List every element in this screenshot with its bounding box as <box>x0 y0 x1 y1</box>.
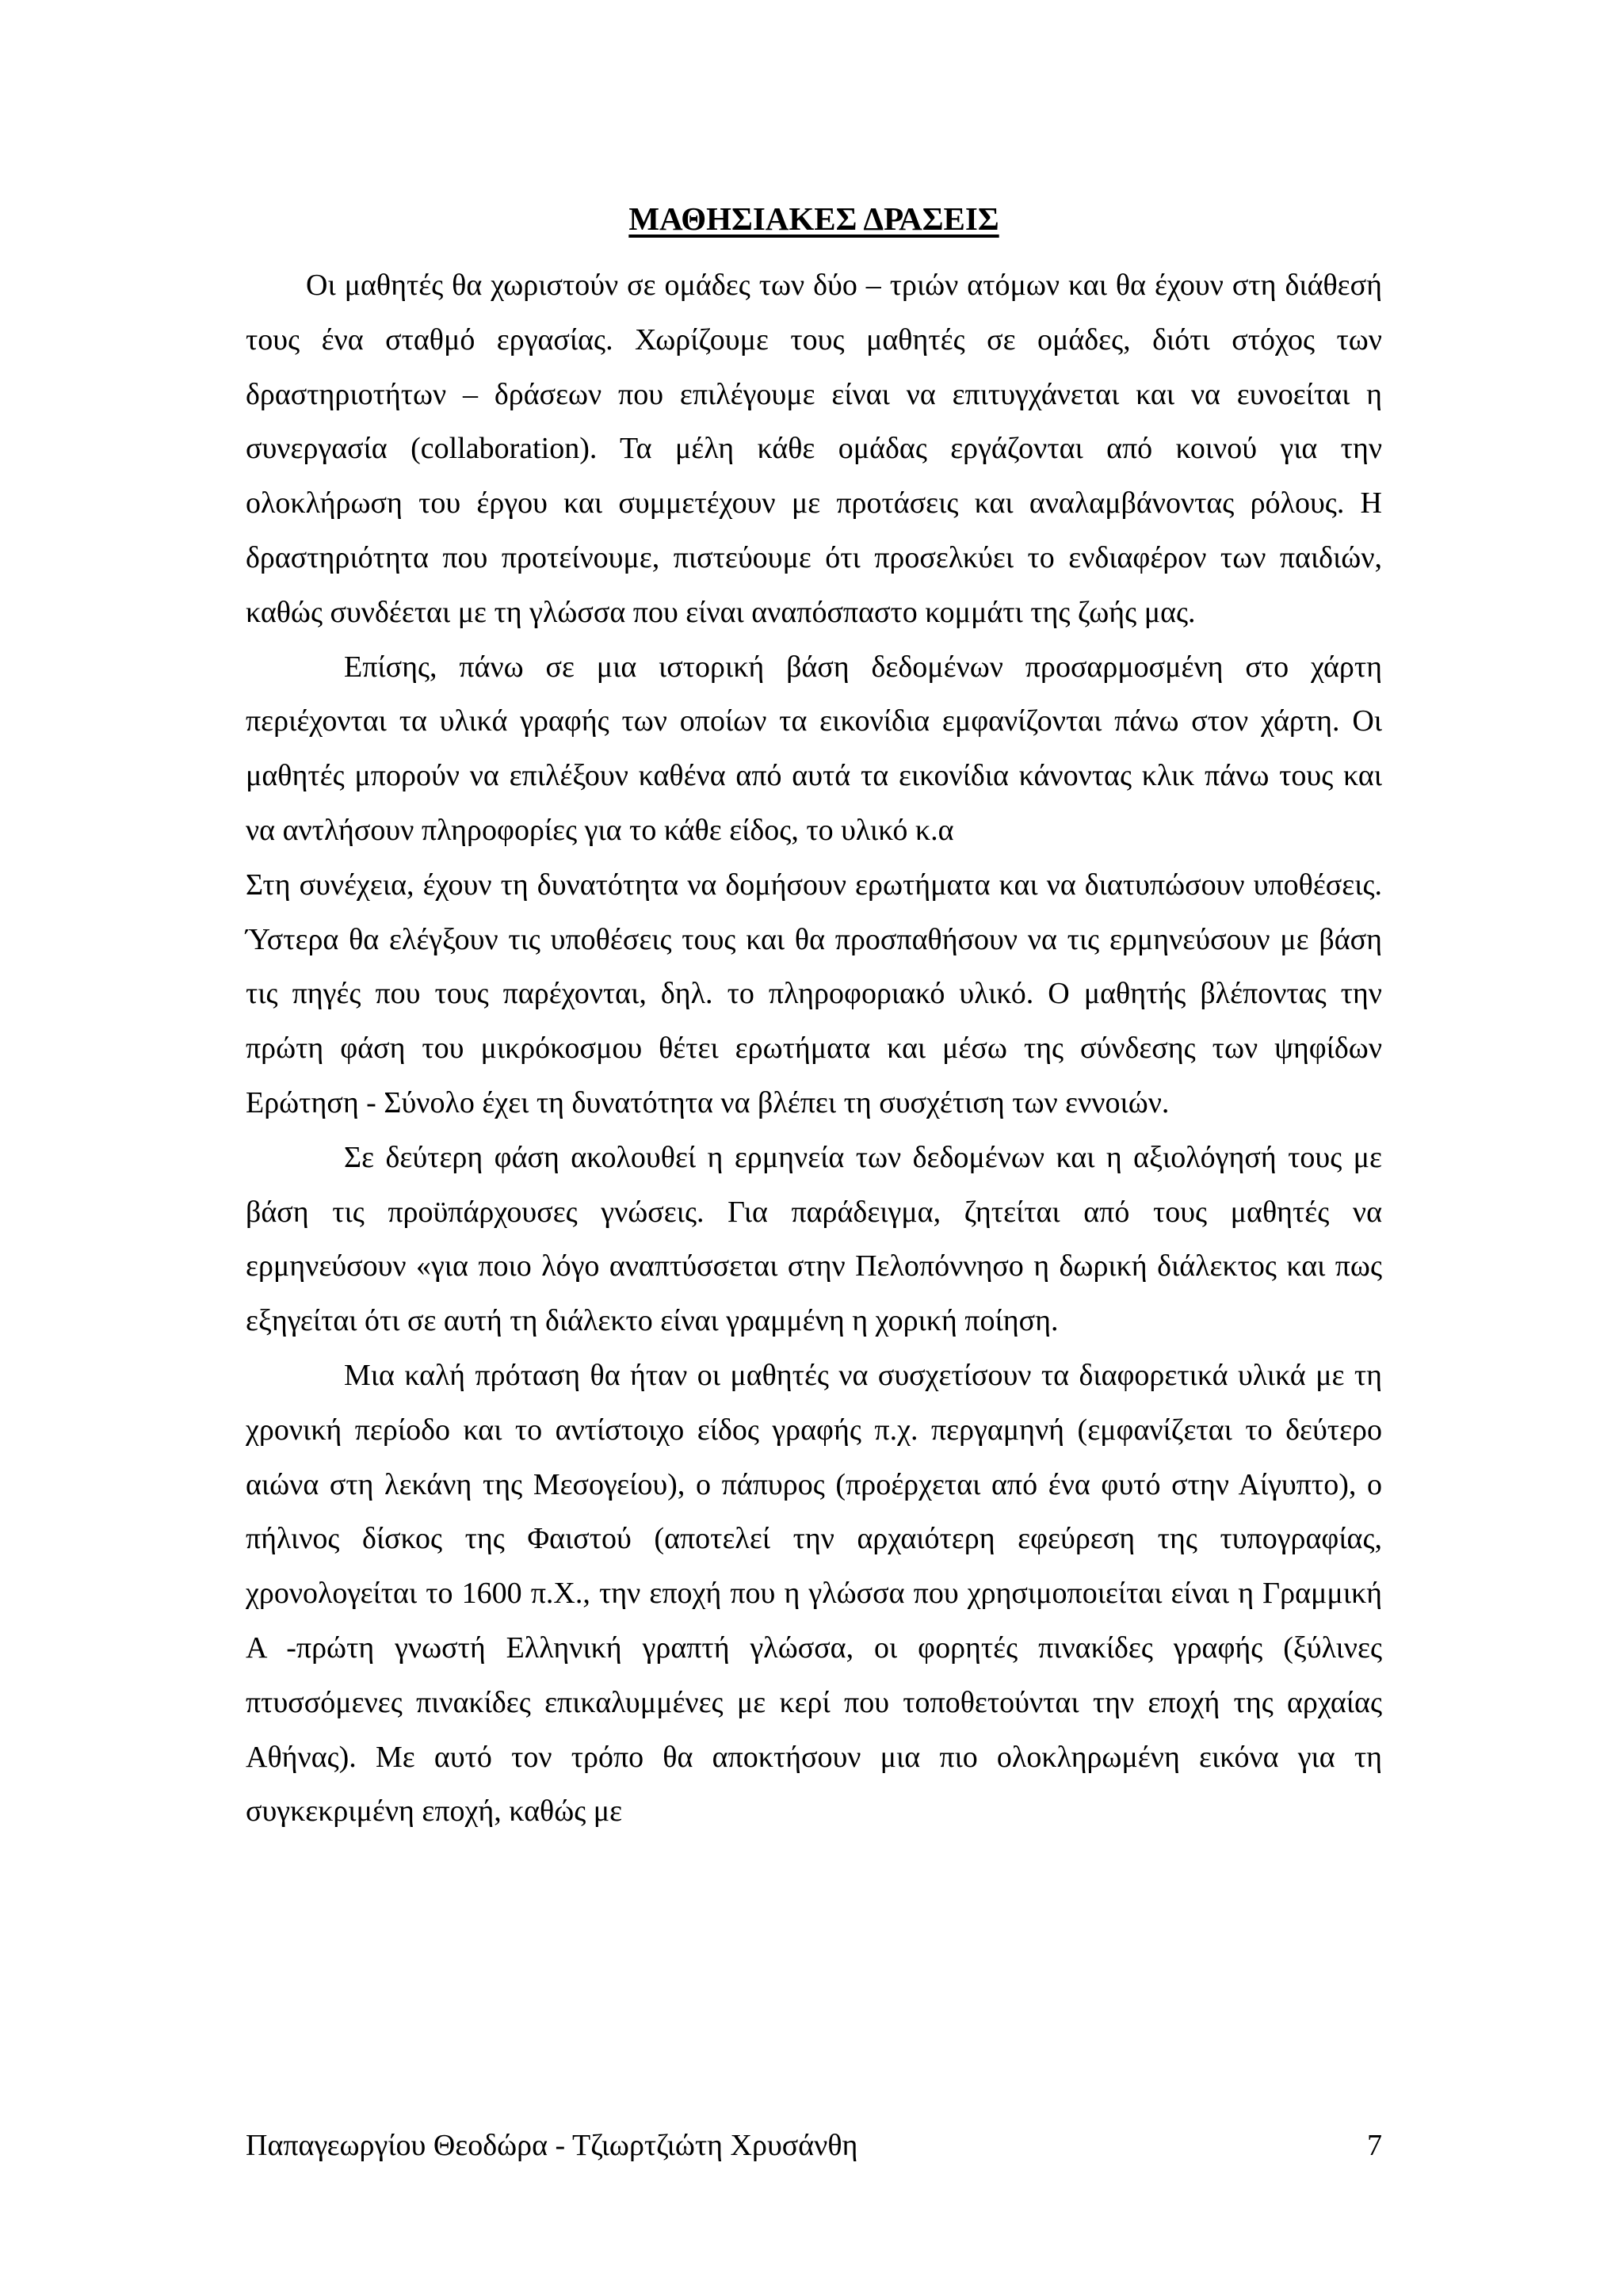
body-text <box>246 258 1382 1839</box>
paragraph-interpretation: Σε δεύτερη φάση ακολουθεί η ερμηνεία των δεδομένων και η αξιολόγησή τους με βάση τις προϋπάρχουσες γνώσεις. Για παράδειγμα, ζητείται από τους μαθητές να ερμηνεύσουν «για ποιο λόγο αναπτύσσεται στην Πελοπόννησο η δωρική διάλεκτος και πως εξηγείται ότι σε αυτή τη διάλεκτο είναι γραμμένη η χορική ποίηση. <box>246 1140 1382 1338</box>
page-number: 7 <box>1367 2129 1382 2162</box>
paragraph-database: Επίσης, πάνω σε μια ιστορική βάση δεδομένων προσαρμοσμένη στο χάρτη περιέχονται τα υλικά γραφής των οποίων τα εικονίδια εμφανίζονται πάνω στον χάρτη. Οι μαθητές μπορούν να επιλέξουν καθένα από αυτά τα εικονίδια κάνοντας κλικ πάνω τους και να αντλήσουν πληροφορίες για το κάθε είδος, το υλικό κ.α <box>246 650 1382 847</box>
paragraph-writing-materials: Μια καλή πρόταση θα ήταν οι μαθητές να συσχετίσουν τα διαφορετικά υλικά με τη χρονική περίοδο και το αντίστοιχο είδος γραφής π.χ. περγαμηνή (εμφανίζεται το δεύτερο αιώνα στη λεκάνη της Μεσογείου), ο πάπυρος (προέρχεται από ένα φυτό στην Αίγυπτο), ο πήλινος δίσκος της Φαιστού (αποτελεί την αρχαιότερη εφεύρεση της τυπογραφίας, χρονολογείται το 1600 π.Χ., την εποχή που η γλώσσα που χρησιμοποιείται είναι η Γραμμική Α -πρώτη γνωστή Ελληνική γραπτή γλώσσα, οι φορητές πινακίδες γραφής (ξύλινες πτυσσόμενες πινακίδες επικαλυμμένες με κερί που τοποθετούνται την εποχή της αρχαίας Αθήνας). Με αυτό τον τρόπο θα αποκτήσουν μια πιο ολοκληρωμένη εικόνα για τη συγκεκριμένη εποχή, καθώς με <box>246 1358 1382 1829</box>
footer-authors: Παπαγεωργίου Θεοδώρα - Τζιωρτζιώτη Χρυσάνθη <box>246 2129 858 2162</box>
paragraph-questions: Στη συνέχεια, έχουν τη δυνατότητα να δομήσουν ερωτήματα και να διατυπώσουν υποθέσεις. Ύστερα θα ελέγξουν τις υποθέσεις τους και θα προσπαθήσουν να τις ερμηνεύσουν με βάση τις πηγές που τους παρέχονται, δηλ. το πληροφοριακό υλικό. Ο μαθητής βλέποντας την πρώτη φάση του μικρόκοσμου θέτει ερωτήματα και μέσω της σύνδεσης των ψηφίδων Ερώτηση - Σύνολο έχει τη δυνατότητα να βλέπει τη συσχέτιση των εννοιών. <box>246 868 1382 1119</box>
page-footer <box>246 2123 1382 2168</box>
paragraph-intro: Οι μαθητές θα χωριστούν σε ομάδες των δύο – τριών ατόμων και θα έχουν στη διάθεσή τους ένα σταθμό εργασίας. Χωρίζουμε τους μαθητές σε ομάδες, διότι στόχος των δραστηριοτήτων – δράσεων που επιλέγουμε είναι να επιτυγχάνεται και να ευνοείται η συνεργασία (collaboration). Τα μέλη κάθε ομάδας εργάζονται από κοινού για την ολοκλήρωση του έργου και συμμετέχουν με προτάσεις και αναλαμβάνοντας ρόλους. Η δραστηριότητα που προτείνουμε, πιστεύουμε ότι προσελκύει το ενδιαφέρον των παιδιών, καθώς συνδέεται με τη γλώσσα που είναι αναπόσπαστο κομμάτι της ζωής μας. <box>246 269 1382 629</box>
section-title: ΜΑΘΗΣΙΑΚΕΣ ΔΡΑΣΕΙΣ <box>628 200 999 237</box>
